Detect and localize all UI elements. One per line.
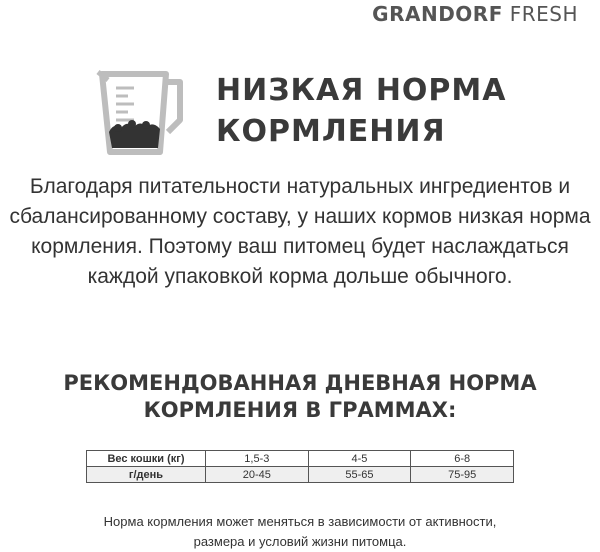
table-cell: 75-95 — [411, 467, 514, 483]
recommendation-heading — [0, 370, 600, 424]
recommendation-line-1: РЕКОМЕНДОВАННАЯ ДНЕВНАЯ НОРМА — [63, 371, 537, 395]
title-line-1: НИЗКАЯ НОРМА — [216, 73, 507, 108]
table-row — [87, 451, 514, 467]
table-cell: 55-65 — [308, 467, 411, 483]
intro-line-3: кормления. Поэтому ваш питомец будет наслаждаться — [31, 235, 569, 258]
page-title — [216, 70, 506, 152]
intro-line-1: Благодаря питательности натуральных ингредиентов и — [29, 175, 571, 198]
brand-logo — [372, 2, 578, 26]
brand-name-bold: GRANDORF — [372, 2, 503, 26]
table-cell: 6-8 — [411, 451, 514, 467]
recommendation-line-2: КОРМЛЕНИЯ В ГРАММАХ: — [143, 398, 457, 422]
footnote-line-1: Норма кормления может меняться в зависимости от активности, — [103, 514, 497, 529]
intro-line-4: каждой упаковкой корма дольше обычного. — [87, 265, 513, 288]
brand-name-light: FRESH — [509, 2, 578, 26]
measuring-jug-icon — [94, 66, 190, 162]
table-cell: 20-45 — [206, 467, 309, 483]
row-header-grams: г/день — [87, 467, 206, 483]
footnote — [0, 512, 600, 552]
intro-line-2: сбалансированному составу, у наших кормов низкая норма — [9, 205, 591, 228]
title-line-2: КОРМЛЕНИЯ — [216, 114, 446, 149]
table-row — [87, 467, 514, 483]
footnote-line-2: размера и условий жизни питомца. — [193, 534, 407, 549]
row-header-weight: Вес кошки (кг) — [87, 451, 206, 467]
table-cell: 1,5-3 — [206, 451, 309, 467]
intro-paragraph — [0, 172, 600, 292]
table-cell: 4-5 — [308, 451, 411, 467]
feeding-table — [86, 450, 514, 483]
